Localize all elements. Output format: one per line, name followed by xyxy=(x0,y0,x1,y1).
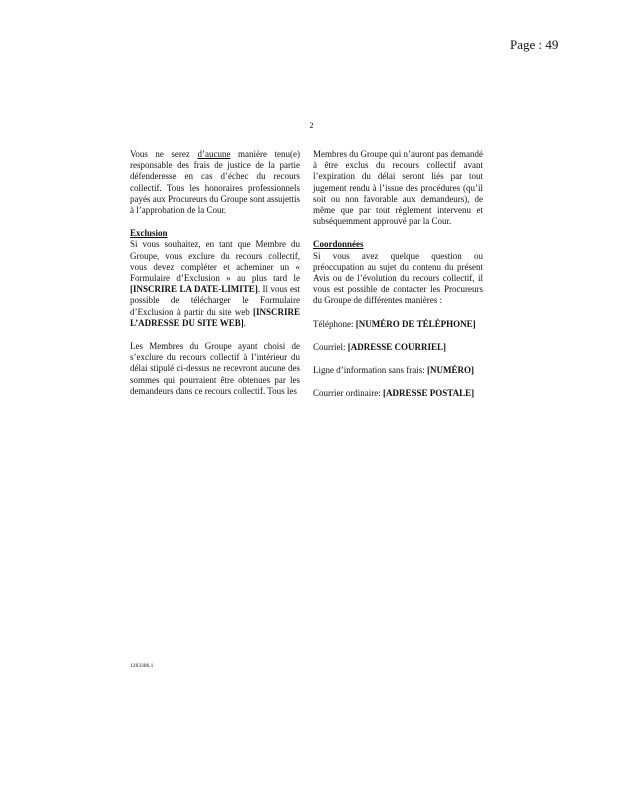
page-number: Page : 49 xyxy=(510,37,559,52)
text: Vous ne serez xyxy=(130,149,198,159)
label: Courrier ordinaire: xyxy=(313,388,383,399)
heading-exclusion: Exclusion xyxy=(130,228,168,239)
email-placeholder: [ADRESSE COURRIEL] xyxy=(347,341,447,352)
contact-tollfree xyxy=(313,365,483,376)
left-column xyxy=(130,149,300,397)
heading-contact: Coordonnées xyxy=(313,239,364,250)
underlined-text: d’aucune xyxy=(197,149,231,159)
folio-number: 2 xyxy=(309,121,314,130)
contact-mail xyxy=(313,388,483,399)
paragraph-bound-members: Membres du Groupe qui n’auront pas demandé à être exclus du recours collectif avant l’expiration du délai seront liés par tout jugement rendu à l’issue des procédures (qu’il soit ou non favorable aux demandeurs), de même que par tout règlement intervenu et subséquemment approuvé par la Cour. xyxy=(313,149,483,227)
document-reference: 1283306.1 xyxy=(130,663,154,669)
paragraph-excluded-members: Les Membres du Groupe ayant choisi de s’exclure du recours collectif à l’intérieur du délai stipulé ci-dessus ne recevront aucune des sommes qui pourraient être obtenues par les demandeurs dans ce recours collectif. Tous les xyxy=(130,341,300,396)
label: Courriel: xyxy=(313,341,348,352)
paragraph-exclusion xyxy=(130,239,300,329)
text: . xyxy=(243,317,247,328)
tollfree-placeholder: [NUMÉRO] xyxy=(426,365,474,376)
phone-placeholder: [NUMÉRO DE TÉLÉPHONE] xyxy=(355,318,476,329)
website-placeholder: [INSCRIRE L’ADRESSE DU SITE WEB] xyxy=(130,306,300,328)
paragraph-legal-costs xyxy=(130,149,300,216)
mail-placeholder: [ADRESSE POSTALE] xyxy=(382,388,475,399)
contact-phone xyxy=(313,319,483,330)
paragraph-contact: Si vous avez quelque question ou préoccupation au sujet du contenu du présent Avis ou de l’évolution du recours collectif, il vous est possible de contacter les Procureurs du Groupe de différentes manières : xyxy=(313,250,483,306)
contact-email xyxy=(313,342,483,353)
text: Si vous souhaitez, en tant que Membre du Groupe, vous exclure du recours collectif, vous devez compléter et acheminer un « Formulaire d’Exclusion » au plus tard le xyxy=(130,239,300,284)
right-column xyxy=(313,149,483,399)
label: Ligne d’information sans frais: xyxy=(313,365,427,376)
text: . Il vous est possible de télécharger le Formulaire d’Exclusion à partir du site web xyxy=(130,284,300,317)
text: manière tenu(e) responsable des frais de justice de la partie défenderesse en cas d’échec du recours collectif. Tous les honoraires professionnels payés aux Procureurs du Groupe sont assujettis à l’approbation de la Cour. xyxy=(130,149,300,216)
label: Téléphone: xyxy=(313,318,356,329)
deadline-placeholder: [INSCRIRE LA DATE-LIMITE] xyxy=(130,284,258,295)
